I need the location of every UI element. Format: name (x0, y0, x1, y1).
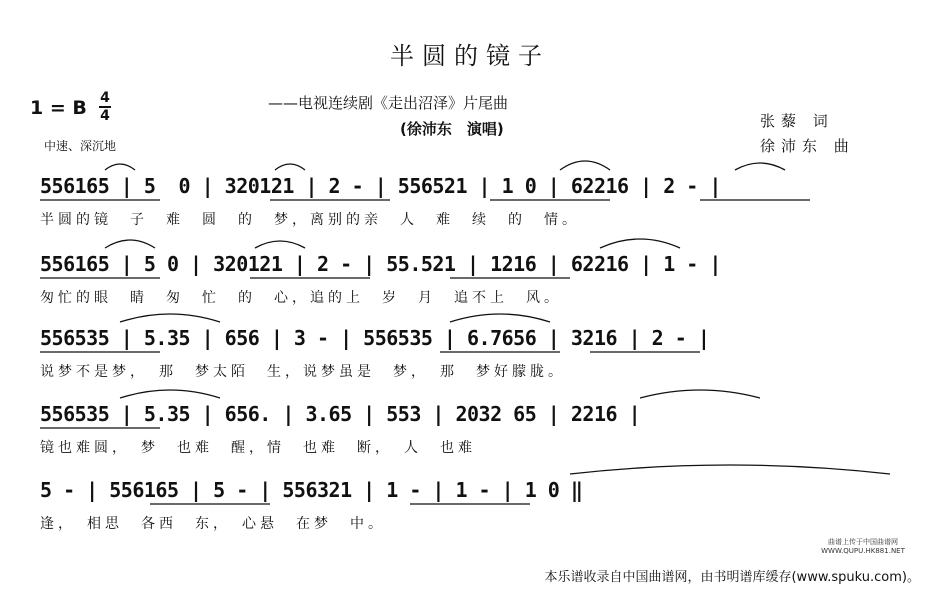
time-signature-top: 4 (100, 90, 110, 106)
lyricist-credit: 张藜 词 (760, 112, 834, 130)
song-title: 半圆的镜子 (390, 42, 550, 70)
composer-credit: 徐沛东 曲 (760, 137, 855, 155)
lyrics-row-4: 镜也难圆， 梦 也难 醒，情 也难 断， 人 也难 (40, 440, 476, 456)
lyrics-row-2: 匆忙的眼 睛 匆 忙 的 心，追的上 岁 月 追不上 风。 (40, 290, 562, 306)
slur-mark (560, 161, 610, 170)
time-signature-bottom: 4 (100, 107, 110, 124)
slur-mark (105, 164, 135, 170)
slur-mark (120, 390, 220, 398)
notation-row-5: 5 - | 556165 | 5 - | 556321 | 1 - | 1 - | 1 0 ‖ (40, 478, 583, 502)
tempo-marking: 中速、深沉地 (44, 139, 117, 153)
notation-row-1: 556165 | 5 0 | 320121 | 2 - | 556521 | 1 0 | 62216 | 2 - | (40, 174, 721, 198)
notation-row-2: 556165 | 5 0 | 320121 | 2 - | 55.521 | 1216 | 62216 | 1 - | (40, 252, 721, 276)
notation-row-4: 556535 | 5.35 | 656. | 3.65 | 553 | 2032 65 | 2216 | (40, 402, 641, 426)
footer-credit: 本乐谱收录自中国曲谱网，由书明谱库缓存(www.spuku.com)。 (544, 570, 920, 585)
slur-mark (105, 240, 155, 248)
song-subtitle: ——电视连续剧《走出沼泽》片尾曲 (268, 94, 509, 112)
slur-mark (275, 164, 305, 170)
slur-mark (735, 163, 785, 170)
notation-row-3: 556535 | 5.35 | 656 | 3 - | 556535 | 6.7656 | 3216 | 2 - | (40, 326, 710, 350)
key-signature: 1 = B (30, 97, 87, 119)
slur-mark (600, 239, 680, 248)
slur-mark (640, 390, 760, 398)
slur-mark (570, 465, 890, 474)
slur-mark (450, 314, 550, 322)
singer-credit: (徐沛东 演唱) (400, 120, 504, 138)
slur-mark (120, 314, 220, 322)
lyrics-row-5: 逢， 相思 各西 东， 心悬 在梦 中。 (40, 516, 386, 532)
source-watermark: 曲谱上传于中国曲谱网 WWW.QUPU.HK881.NET (821, 538, 905, 555)
lyrics-row-3: 说梦不是梦， 那 梦太陌 生，说梦虽是 梦， 那 梦好朦胧。 (40, 364, 566, 380)
lyrics-row-1: 半圆的镜 子 难 圆 的 梦，离别的亲 人 难 续 的 情。 (40, 212, 580, 228)
slur-mark (255, 241, 305, 248)
